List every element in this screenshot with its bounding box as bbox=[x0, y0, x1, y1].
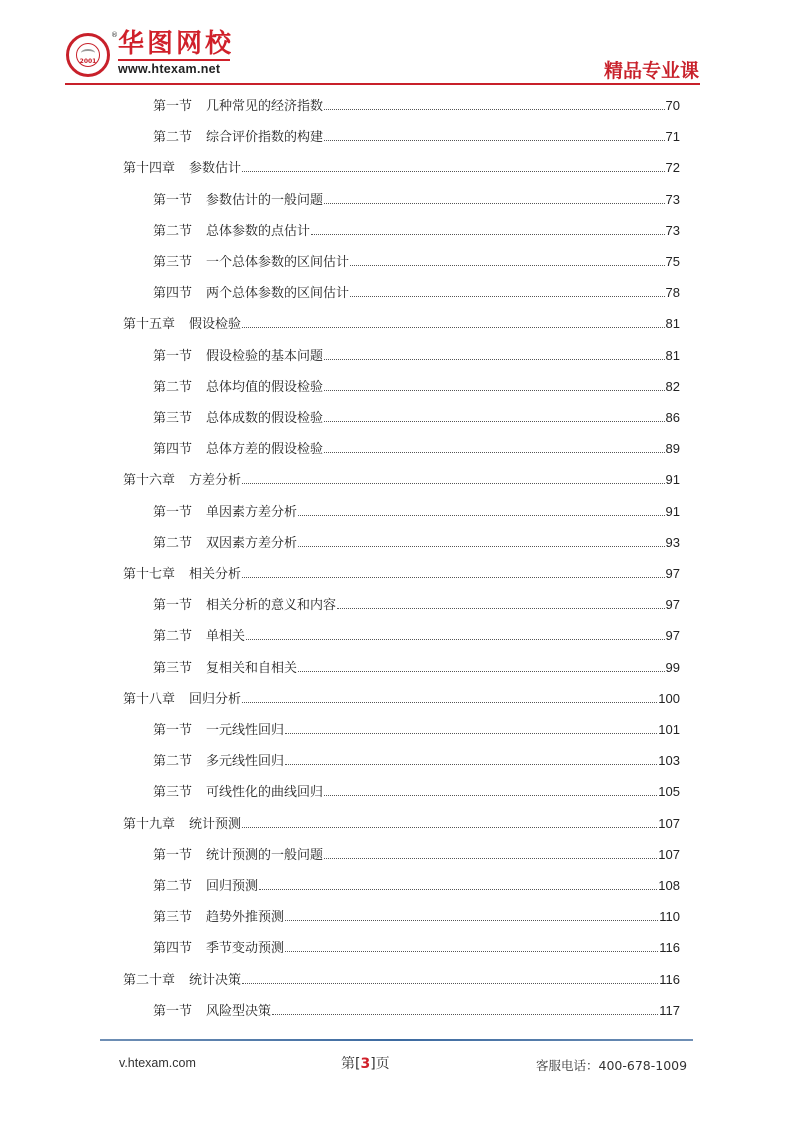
brand-url[interactable]: www.htexam.net bbox=[118, 62, 221, 76]
toc-entry-title: 单因素方差分析 bbox=[206, 504, 298, 520]
toc-entry-number: 第十六章 bbox=[123, 473, 176, 489]
toc-entry-number: 第二十章 bbox=[123, 972, 176, 988]
toc-entry-page: 103 bbox=[658, 753, 680, 769]
toc-entry-title: 单相关 bbox=[206, 629, 246, 645]
toc-entry-section[interactable] bbox=[153, 938, 680, 958]
dot-leader bbox=[337, 608, 665, 609]
header-divider bbox=[65, 83, 700, 85]
toc-entry-page: 70 bbox=[665, 98, 680, 113]
toc-entry-number: 第一节 bbox=[153, 1003, 193, 1019]
toc-entry-section[interactable] bbox=[153, 533, 680, 553]
dot-leader bbox=[242, 827, 657, 828]
dot-leader bbox=[324, 421, 665, 422]
toc-entry-number: 第四节 bbox=[153, 442, 193, 458]
dot-leader bbox=[242, 171, 665, 172]
toc-entry-title: 双因素方差分析 bbox=[206, 535, 298, 551]
toc-entry-page: 101 bbox=[658, 722, 680, 737]
toc-entry-section[interactable] bbox=[153, 876, 680, 896]
toc-entry-section[interactable] bbox=[153, 439, 680, 459]
toc-entry-section[interactable] bbox=[153, 658, 680, 678]
toc-entry-section[interactable] bbox=[153, 782, 680, 802]
toc-entry-page: 91 bbox=[665, 472, 680, 488]
page-header bbox=[0, 0, 793, 95]
toc-entry-title: 总体参数的点估计 bbox=[206, 223, 311, 239]
toc-entry-page: 86 bbox=[665, 410, 680, 425]
toc-entry-number: 第二节 bbox=[153, 130, 193, 146]
toc-entry-section[interactable] bbox=[153, 595, 680, 615]
dot-leader bbox=[285, 764, 657, 765]
dot-leader bbox=[324, 203, 665, 204]
toc-entry-number: 第二节 bbox=[153, 223, 193, 239]
toc-entry-chapter[interactable] bbox=[123, 689, 680, 709]
brand-name: 华图网校 bbox=[118, 29, 235, 59]
toc-entry-section[interactable] bbox=[153, 845, 680, 865]
dot-leader bbox=[298, 546, 665, 547]
toc-entry-number: 第十五章 bbox=[123, 317, 176, 333]
toc-entry-title: 一元线性回归 bbox=[206, 723, 285, 738]
toc-entry-number: 第十四章 bbox=[123, 161, 176, 177]
page-number: 3 bbox=[360, 1056, 371, 1072]
toc-entry-number: 第三节 bbox=[153, 660, 193, 676]
toc-entry-number: 第四节 bbox=[153, 286, 193, 302]
toc-entry-chapter[interactable] bbox=[123, 970, 680, 990]
toc-entry-number: 第二节 bbox=[153, 879, 193, 894]
header-tagline: 精品专业课 bbox=[603, 60, 699, 82]
toc-entry-title: 可线性化的曲线回归 bbox=[206, 785, 324, 801]
toc-entry-number: 第一节 bbox=[153, 504, 193, 520]
footer-divider bbox=[100, 1039, 693, 1041]
dot-leader bbox=[242, 483, 665, 484]
dot-leader bbox=[311, 234, 665, 235]
dot-leader bbox=[285, 951, 658, 952]
toc-entry-page: 110 bbox=[659, 909, 680, 925]
toc-entry-section[interactable] bbox=[153, 96, 680, 116]
toc-entry-chapter[interactable] bbox=[123, 158, 680, 178]
toc-entry-title: 统计预测 bbox=[189, 816, 242, 832]
toc-entry-page: 82 bbox=[665, 378, 680, 394]
dot-leader bbox=[324, 452, 665, 453]
toc-entry-title: 相关分析的意义和内容 bbox=[206, 598, 337, 614]
toc-entry-page: 99 bbox=[665, 659, 680, 675]
toc-entry-chapter[interactable] bbox=[123, 564, 680, 584]
dot-leader bbox=[324, 858, 657, 859]
toc-entry-page: 91 bbox=[665, 503, 680, 519]
dot-leader bbox=[246, 639, 665, 640]
toc-entry-number: 第二节 bbox=[153, 754, 193, 770]
toc-entry-title: 假设检验的基本问题 bbox=[206, 348, 324, 364]
customer-hotline: 客服电话：400-678-1009 bbox=[536, 1058, 688, 1073]
toc-entry-title: 方差分析 bbox=[189, 473, 242, 489]
dot-leader bbox=[350, 265, 665, 266]
toc-entry-number: 第十七章 bbox=[123, 567, 176, 582]
toc-entry-page: 97 bbox=[665, 566, 680, 581]
dot-leader bbox=[324, 359, 665, 360]
registered-mark: ® bbox=[111, 31, 118, 39]
page-suffix: ]页 bbox=[370, 1056, 390, 1072]
toc-entry-title: 综合评价指数的构建 bbox=[206, 130, 324, 146]
footer-url[interactable]: v.htexam.com bbox=[119, 1056, 196, 1070]
toc-entry-title: 趋势外推预测 bbox=[206, 910, 285, 926]
toc-entry-title: 总体均值的假设检验 bbox=[206, 379, 324, 395]
dot-leader bbox=[324, 109, 665, 110]
toc-entry-section[interactable] bbox=[153, 190, 680, 210]
toc-entry-number: 第三节 bbox=[153, 411, 193, 426]
toc-entry-chapter[interactable] bbox=[123, 314, 680, 334]
toc-entry-section[interactable] bbox=[153, 377, 680, 397]
toc-entry-title: 多元线性回归 bbox=[206, 754, 285, 770]
brand-underline bbox=[118, 59, 230, 61]
toc-entry-section[interactable] bbox=[153, 283, 680, 303]
toc-entry-chapter[interactable] bbox=[123, 470, 680, 490]
dot-leader bbox=[285, 920, 658, 921]
dot-leader bbox=[324, 390, 665, 391]
toc-entry-page: 81 bbox=[665, 316, 680, 332]
toc-entry-section[interactable] bbox=[153, 221, 680, 241]
toc-entry-number: 第十九章 bbox=[123, 816, 176, 832]
toc-entry-title: 几种常见的经济指数 bbox=[206, 99, 324, 114]
toc-entry-number: 第二节 bbox=[153, 379, 193, 395]
toc-entry-title: 回归预测 bbox=[206, 879, 259, 894]
toc-entry-page: 71 bbox=[665, 129, 680, 145]
dot-leader bbox=[350, 296, 665, 297]
toc-entry-number: 第一节 bbox=[153, 348, 193, 364]
toc-entry-title: 季节变动预测 bbox=[206, 941, 285, 957]
toc-entry-number: 第三节 bbox=[153, 785, 193, 801]
toc-entry-title: 统计预测的一般问题 bbox=[206, 847, 324, 863]
toc-entry-number: 第四节 bbox=[153, 941, 193, 957]
toc-entry-page: 97 bbox=[665, 628, 680, 644]
toc-entry-page: 117 bbox=[659, 1002, 680, 1018]
huatu-logo-icon bbox=[66, 33, 110, 77]
toc-entry-title: 相关分析 bbox=[189, 567, 242, 582]
toc-entry-page: 100 bbox=[658, 690, 680, 706]
toc-entry-title: 参数估计的一般问题 bbox=[206, 192, 324, 208]
dot-leader bbox=[324, 795, 657, 796]
toc-entry-title: 假设检验 bbox=[189, 317, 242, 333]
toc-entry-page: 108 bbox=[658, 878, 680, 893]
toc-entry-page: 116 bbox=[659, 971, 680, 987]
toc-entry-number: 第三节 bbox=[153, 255, 193, 270]
dot-leader bbox=[259, 889, 657, 890]
toc-entry-title: 两个总体参数的区间估计 bbox=[206, 286, 350, 302]
dot-leader bbox=[298, 671, 665, 672]
dot-leader bbox=[242, 702, 657, 703]
toc-entry-title: 总体成数的假设检验 bbox=[206, 411, 324, 426]
toc-entry-section[interactable] bbox=[153, 346, 680, 366]
toc-entry-page: 97 bbox=[665, 597, 680, 613]
toc-entry-page: 78 bbox=[665, 285, 680, 301]
toc-entry-page: 72 bbox=[665, 160, 680, 176]
dot-leader bbox=[242, 327, 665, 328]
toc-entry-number: 第二节 bbox=[153, 535, 193, 551]
toc-entry-page: 89 bbox=[665, 441, 680, 457]
dot-leader bbox=[242, 983, 658, 984]
toc-entry-page: 107 bbox=[658, 815, 680, 831]
toc-entry-page: 73 bbox=[665, 191, 680, 207]
toc-entry-page: 93 bbox=[665, 534, 680, 550]
page-indicator bbox=[341, 1053, 390, 1073]
toc-entry-title: 回归分析 bbox=[189, 691, 242, 707]
toc-entry-number: 第一节 bbox=[153, 723, 193, 738]
toc-entry-title: 参数估计 bbox=[189, 161, 242, 177]
toc-entry-number: 第二节 bbox=[153, 629, 193, 645]
dot-leader bbox=[324, 140, 665, 141]
toc-entry-title: 统计决策 bbox=[189, 972, 242, 988]
toc-entry-section[interactable] bbox=[153, 720, 680, 740]
dot-leader bbox=[298, 515, 665, 516]
toc-entry-section[interactable] bbox=[153, 408, 680, 428]
toc-entry-title: 一个总体参数的区间估计 bbox=[206, 255, 350, 270]
toc-entry-section[interactable] bbox=[153, 1001, 680, 1021]
toc-entry-section[interactable] bbox=[153, 127, 680, 147]
toc-entry-number: 第十八章 bbox=[123, 691, 176, 707]
dot-leader bbox=[272, 1014, 658, 1015]
toc-entry-page: 75 bbox=[665, 254, 680, 269]
toc-entry-section[interactable] bbox=[153, 751, 680, 771]
toc-entry-page: 107 bbox=[658, 846, 680, 862]
toc-entry-section[interactable] bbox=[153, 907, 680, 927]
toc-entry-section[interactable] bbox=[153, 252, 680, 272]
book-icon bbox=[81, 49, 95, 57]
logo-year: 2001 bbox=[79, 58, 97, 65]
toc-entry-number: 第一节 bbox=[153, 192, 193, 208]
toc-entry-title: 风险型决策 bbox=[206, 1003, 272, 1019]
toc-entry-number: 第一节 bbox=[153, 847, 193, 863]
dot-leader bbox=[285, 733, 657, 734]
toc-entry-number: 第一节 bbox=[153, 99, 193, 114]
page-prefix: 第[ bbox=[341, 1056, 361, 1072]
toc-entry-page: 73 bbox=[665, 222, 680, 238]
toc-entry-page: 105 bbox=[658, 784, 680, 800]
toc-entry-section[interactable] bbox=[153, 502, 680, 522]
toc-entry-section[interactable] bbox=[153, 626, 680, 646]
toc-entry-number: 第三节 bbox=[153, 910, 193, 926]
toc-entry-page: 81 bbox=[665, 347, 680, 363]
toc-entry-number: 第一节 bbox=[153, 598, 193, 614]
dot-leader bbox=[242, 577, 665, 578]
toc-entry-page: 116 bbox=[659, 940, 680, 956]
toc-entry-chapter[interactable] bbox=[123, 814, 680, 834]
toc-entry-title: 总体方差的假设检验 bbox=[206, 442, 324, 458]
toc-entry-title: 复相关和自相关 bbox=[206, 660, 298, 676]
